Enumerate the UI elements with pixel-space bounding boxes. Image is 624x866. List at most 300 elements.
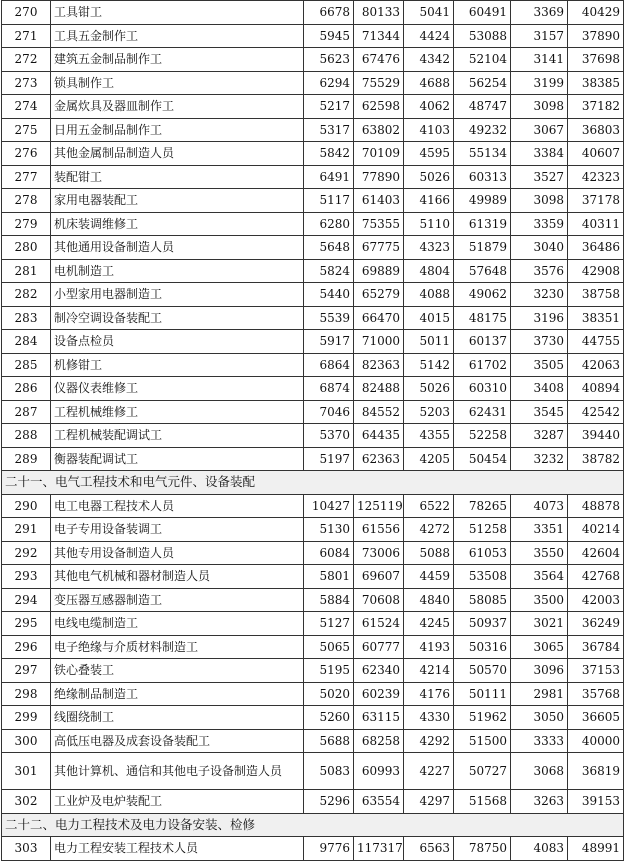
row-code: 282 — [2, 283, 51, 307]
wage-value: 3021 — [511, 612, 568, 636]
wage-value: 5296 — [304, 790, 354, 814]
wage-value: 4088 — [404, 283, 454, 307]
wage-value: 68258 — [354, 729, 404, 753]
wage-value: 40894 — [568, 377, 624, 401]
wage-value: 3040 — [511, 236, 568, 260]
wage-value: 50727 — [454, 753, 511, 790]
wage-value: 5130 — [304, 518, 354, 542]
wage-value: 60310 — [454, 377, 511, 401]
wage-value: 42542 — [568, 400, 624, 424]
row-code: 298 — [2, 682, 51, 706]
wage-value: 65279 — [354, 283, 404, 307]
wage-value: 38782 — [568, 447, 624, 471]
wage-value: 5945 — [304, 24, 354, 48]
wage-value: 5110 — [404, 212, 454, 236]
occupation-name: 家用电器装配工 — [51, 189, 304, 213]
table-row — [2, 447, 624, 471]
wage-value: 5317 — [304, 118, 354, 142]
wage-value: 38758 — [568, 283, 624, 307]
occupation-name: 电子绝缘与介质材料制造工 — [51, 635, 304, 659]
wage-value: 75355 — [354, 212, 404, 236]
wage-value: 4297 — [404, 790, 454, 814]
wage-table — [1, 0, 624, 861]
wage-value: 4292 — [404, 729, 454, 753]
wage-value: 62598 — [354, 95, 404, 119]
occupation-name: 电力工程安装工程技术人员 — [51, 837, 304, 861]
table-row — [2, 236, 624, 260]
wage-value: 3564 — [511, 565, 568, 589]
table-row — [2, 612, 624, 636]
wage-value: 5041 — [404, 1, 454, 25]
wage-value: 42768 — [568, 565, 624, 589]
wage-value: 5197 — [304, 447, 354, 471]
occupation-name: 仪器仪表维修工 — [51, 377, 304, 401]
wage-value: 35768 — [568, 682, 624, 706]
wage-value: 37698 — [568, 48, 624, 72]
wage-value: 61403 — [354, 189, 404, 213]
wage-value: 37153 — [568, 659, 624, 683]
wage-value: 5203 — [404, 400, 454, 424]
wage-value: 60239 — [354, 682, 404, 706]
wage-value: 51879 — [454, 236, 511, 260]
table-row — [2, 753, 624, 790]
wage-value: 4342 — [404, 48, 454, 72]
row-code: 275 — [2, 118, 51, 142]
wage-value: 3096 — [511, 659, 568, 683]
wage-value: 70109 — [354, 142, 404, 166]
wage-value: 67476 — [354, 48, 404, 72]
wage-value: 40214 — [568, 518, 624, 542]
wage-value: 82488 — [354, 377, 404, 401]
wage-value: 58085 — [454, 588, 511, 612]
wage-value: 40000 — [568, 729, 624, 753]
table-row — [2, 729, 624, 753]
wage-value: 51962 — [454, 706, 511, 730]
wage-value: 6874 — [304, 377, 354, 401]
occupation-name: 工程机械维修工 — [51, 400, 304, 424]
occupation-name: 其他金属制品制造人员 — [51, 142, 304, 166]
wage-value: 66470 — [354, 306, 404, 330]
wage-value: 5801 — [304, 565, 354, 589]
table-row — [2, 1, 624, 25]
occupation-name: 建筑五金制品制作工 — [51, 48, 304, 72]
wage-value: 50937 — [454, 612, 511, 636]
row-code: 276 — [2, 142, 51, 166]
wage-value: 48878 — [568, 494, 624, 518]
wage-value: 6522 — [404, 494, 454, 518]
wage-value: 3232 — [511, 447, 568, 471]
wage-value: 82363 — [354, 353, 404, 377]
row-code: 300 — [2, 729, 51, 753]
wage-value: 4840 — [404, 588, 454, 612]
row-code: 272 — [2, 48, 51, 72]
wage-value: 42323 — [568, 165, 624, 189]
table-row — [2, 165, 624, 189]
table-row — [2, 400, 624, 424]
table-row — [2, 118, 624, 142]
table-row — [2, 142, 624, 166]
wage-value: 61524 — [354, 612, 404, 636]
row-code: 274 — [2, 95, 51, 119]
wage-value: 40429 — [568, 1, 624, 25]
wage-table-body — [2, 1, 624, 861]
table-row — [2, 541, 624, 565]
occupation-name: 其他电气机械和器材制造人员 — [51, 565, 304, 589]
wage-value: 4272 — [404, 518, 454, 542]
table-row — [2, 283, 624, 307]
wage-value: 36249 — [568, 612, 624, 636]
occupation-name: 工具五金制作工 — [51, 24, 304, 48]
wage-value: 39153 — [568, 790, 624, 814]
wage-value: 60777 — [354, 635, 404, 659]
occupation-name: 其他通用设备制造人员 — [51, 236, 304, 260]
wage-value: 4176 — [404, 682, 454, 706]
wage-value: 52104 — [454, 48, 511, 72]
wage-value: 53088 — [454, 24, 511, 48]
wage-value: 69889 — [354, 259, 404, 283]
wage-value: 5623 — [304, 48, 354, 72]
row-code: 301 — [2, 753, 51, 790]
section-row — [2, 471, 624, 495]
wage-value: 5370 — [304, 424, 354, 448]
wage-value: 62363 — [354, 447, 404, 471]
wage-value: 71344 — [354, 24, 404, 48]
wage-value: 60313 — [454, 165, 511, 189]
wage-value: 56254 — [454, 71, 511, 95]
wage-value: 37890 — [568, 24, 624, 48]
wage-value: 6084 — [304, 541, 354, 565]
wage-value: 10427 — [304, 494, 354, 518]
wage-value: 4245 — [404, 612, 454, 636]
wage-value: 4193 — [404, 635, 454, 659]
row-code: 303 — [2, 837, 51, 861]
table-row — [2, 259, 624, 283]
row-code: 297 — [2, 659, 51, 683]
wage-value: 53508 — [454, 565, 511, 589]
table-row — [2, 635, 624, 659]
section-title: 二十一、电气工程技术和电气元件、设备装配 — [2, 471, 624, 495]
wage-value: 6864 — [304, 353, 354, 377]
wage-value: 3500 — [511, 588, 568, 612]
section-row — [2, 813, 624, 837]
wage-value: 49989 — [454, 189, 511, 213]
wage-value: 3157 — [511, 24, 568, 48]
wage-value: 4595 — [404, 142, 454, 166]
wage-value: 6563 — [404, 837, 454, 861]
wage-value: 4459 — [404, 565, 454, 589]
wage-value: 5824 — [304, 259, 354, 283]
wage-value: 36819 — [568, 753, 624, 790]
wage-value: 4073 — [511, 494, 568, 518]
wage-value: 3576 — [511, 259, 568, 283]
occupation-name: 锁具制作工 — [51, 71, 304, 95]
wage-value: 5440 — [304, 283, 354, 307]
wage-value: 61556 — [354, 518, 404, 542]
wage-value: 84552 — [354, 400, 404, 424]
wage-value: 63554 — [354, 790, 404, 814]
occupation-name: 工程机械装配调试工 — [51, 424, 304, 448]
row-code: 291 — [2, 518, 51, 542]
wage-value: 5026 — [404, 165, 454, 189]
wage-value: 80133 — [354, 1, 404, 25]
table-row — [2, 71, 624, 95]
wage-value: 57648 — [454, 259, 511, 283]
wage-value: 4062 — [404, 95, 454, 119]
wage-value: 42003 — [568, 588, 624, 612]
wage-value: 70608 — [354, 588, 404, 612]
wage-value: 3196 — [511, 306, 568, 330]
row-code: 271 — [2, 24, 51, 48]
row-code: 280 — [2, 236, 51, 260]
wage-value: 3199 — [511, 71, 568, 95]
wage-value: 5884 — [304, 588, 354, 612]
wage-value: 42908 — [568, 259, 624, 283]
wage-value: 6280 — [304, 212, 354, 236]
wage-value: 51500 — [454, 729, 511, 753]
wage-value: 3550 — [511, 541, 568, 565]
wage-value: 38385 — [568, 71, 624, 95]
wage-value: 78750 — [454, 837, 511, 861]
wage-value: 50111 — [454, 682, 511, 706]
wage-value: 38351 — [568, 306, 624, 330]
occupation-name: 小型家用电器制造工 — [51, 283, 304, 307]
wage-value: 36803 — [568, 118, 624, 142]
row-code: 284 — [2, 330, 51, 354]
wage-value: 36605 — [568, 706, 624, 730]
table-row — [2, 48, 624, 72]
wage-value: 36784 — [568, 635, 624, 659]
table-row — [2, 353, 624, 377]
wage-value: 73006 — [354, 541, 404, 565]
wage-value: 5142 — [404, 353, 454, 377]
occupation-name: 绝缘制品制造工 — [51, 682, 304, 706]
row-code: 292 — [2, 541, 51, 565]
wage-value: 9776 — [304, 837, 354, 861]
wage-value: 51258 — [454, 518, 511, 542]
wage-value: 4227 — [404, 753, 454, 790]
row-code: 295 — [2, 612, 51, 636]
wage-value: 4214 — [404, 659, 454, 683]
wage-value: 4330 — [404, 706, 454, 730]
table-row — [2, 659, 624, 683]
table-row — [2, 377, 624, 401]
wage-value: 44755 — [568, 330, 624, 354]
wage-value: 62431 — [454, 400, 511, 424]
occupation-name: 工具钳工 — [51, 1, 304, 25]
occupation-name: 机修钳工 — [51, 353, 304, 377]
wage-value: 78265 — [454, 494, 511, 518]
wage-value: 63802 — [354, 118, 404, 142]
table-row — [2, 212, 624, 236]
table-row — [2, 306, 624, 330]
row-code: 279 — [2, 212, 51, 236]
wage-value: 77890 — [354, 165, 404, 189]
row-code: 287 — [2, 400, 51, 424]
wage-value: 64435 — [354, 424, 404, 448]
wage-value: 42604 — [568, 541, 624, 565]
wage-value: 5688 — [304, 729, 354, 753]
wage-value: 52258 — [454, 424, 511, 448]
occupation-name: 工业炉及电炉装配工 — [51, 790, 304, 814]
wage-value: 6678 — [304, 1, 354, 25]
table-row — [2, 790, 624, 814]
row-code: 286 — [2, 377, 51, 401]
wage-value: 3369 — [511, 1, 568, 25]
occupation-name: 电线电缆制造工 — [51, 612, 304, 636]
wage-value: 4083 — [511, 837, 568, 861]
wage-value: 67775 — [354, 236, 404, 260]
row-code: 273 — [2, 71, 51, 95]
wage-value: 55134 — [454, 142, 511, 166]
occupation-name: 电机制造工 — [51, 259, 304, 283]
wage-value: 5011 — [404, 330, 454, 354]
wage-value: 5065 — [304, 635, 354, 659]
table-row — [2, 189, 624, 213]
row-code: 277 — [2, 165, 51, 189]
wage-value: 5020 — [304, 682, 354, 706]
occupation-name: 设备点检员 — [51, 330, 304, 354]
table-row — [2, 494, 624, 518]
occupation-name: 高低压电器及成套设备装配工 — [51, 729, 304, 753]
wage-value: 7046 — [304, 400, 354, 424]
occupation-name: 衡器装配调试工 — [51, 447, 304, 471]
row-code: 289 — [2, 447, 51, 471]
row-code: 299 — [2, 706, 51, 730]
wage-value: 5088 — [404, 541, 454, 565]
wage-value: 3527 — [511, 165, 568, 189]
wage-value: 4355 — [404, 424, 454, 448]
wage-value: 5260 — [304, 706, 354, 730]
wage-value: 3408 — [511, 377, 568, 401]
wage-value: 5117 — [304, 189, 354, 213]
wage-value: 71000 — [354, 330, 404, 354]
wage-value: 6491 — [304, 165, 354, 189]
table-row — [2, 330, 624, 354]
table-row — [2, 682, 624, 706]
wage-value: 3287 — [511, 424, 568, 448]
occupation-name: 铁心叠装工 — [51, 659, 304, 683]
wage-value: 42063 — [568, 353, 624, 377]
occupation-name: 其他计算机、通信和其他电子设备制造人员 — [51, 753, 304, 790]
wage-value: 48991 — [568, 837, 624, 861]
table-row — [2, 565, 624, 589]
wage-value: 5539 — [304, 306, 354, 330]
row-code: 288 — [2, 424, 51, 448]
wage-value: 2981 — [511, 682, 568, 706]
table-row — [2, 24, 624, 48]
wage-value: 60993 — [354, 753, 404, 790]
table-row — [2, 588, 624, 612]
occupation-name: 电子专用设备装调工 — [51, 518, 304, 542]
table-row — [2, 706, 624, 730]
wage-value: 50570 — [454, 659, 511, 683]
wage-value: 3067 — [511, 118, 568, 142]
wage-value: 48747 — [454, 95, 511, 119]
row-code: 278 — [2, 189, 51, 213]
wage-value: 69607 — [354, 565, 404, 589]
wage-value: 60491 — [454, 1, 511, 25]
wage-value: 61702 — [454, 353, 511, 377]
occupation-name: 日用五金制品制作工 — [51, 118, 304, 142]
wage-value: 37178 — [568, 189, 624, 213]
row-code: 290 — [2, 494, 51, 518]
wage-value: 6294 — [304, 71, 354, 95]
wage-value: 4166 — [404, 189, 454, 213]
wage-value: 51568 — [454, 790, 511, 814]
wage-value: 49062 — [454, 283, 511, 307]
row-code: 270 — [2, 1, 51, 25]
wage-value: 5083 — [304, 753, 354, 790]
wage-value: 125119 — [354, 494, 404, 518]
wage-value: 62340 — [354, 659, 404, 683]
table-row — [2, 424, 624, 448]
occupation-name: 线圈绕制工 — [51, 706, 304, 730]
wage-value: 48175 — [454, 306, 511, 330]
occupation-name: 其他专用设备制造人员 — [51, 541, 304, 565]
wage-value: 75529 — [354, 71, 404, 95]
wage-value: 3505 — [511, 353, 568, 377]
wage-value: 4015 — [404, 306, 454, 330]
wage-value: 5127 — [304, 612, 354, 636]
wage-value: 3065 — [511, 635, 568, 659]
table-row — [2, 95, 624, 119]
wage-value: 5195 — [304, 659, 354, 683]
occupation-name: 制冷空调设备装配工 — [51, 306, 304, 330]
wage-value: 50454 — [454, 447, 511, 471]
table-row — [2, 837, 624, 861]
wage-value: 3141 — [511, 48, 568, 72]
wage-value: 37182 — [568, 95, 624, 119]
row-code: 281 — [2, 259, 51, 283]
wage-value: 4205 — [404, 447, 454, 471]
wage-value: 40311 — [568, 212, 624, 236]
occupation-name: 电工电器工程技术人员 — [51, 494, 304, 518]
wage-value: 61319 — [454, 212, 511, 236]
wage-value: 4103 — [404, 118, 454, 142]
wage-value: 3333 — [511, 729, 568, 753]
wage-value: 3230 — [511, 283, 568, 307]
occupation-name: 装配钳工 — [51, 165, 304, 189]
wage-value: 40607 — [568, 142, 624, 166]
wage-value: 3351 — [511, 518, 568, 542]
table-row — [2, 518, 624, 542]
row-code: 302 — [2, 790, 51, 814]
wage-value: 4804 — [404, 259, 454, 283]
section-title: 二十二、电力工程技术及电力设备安装、检修 — [2, 813, 624, 837]
wage-value: 3068 — [511, 753, 568, 790]
occupation-name: 机床装调维修工 — [51, 212, 304, 236]
row-code: 294 — [2, 588, 51, 612]
wage-value: 39440 — [568, 424, 624, 448]
wage-value: 3263 — [511, 790, 568, 814]
wage-value: 61053 — [454, 541, 511, 565]
wage-value: 5917 — [304, 330, 354, 354]
wage-value: 63115 — [354, 706, 404, 730]
wage-value: 5648 — [304, 236, 354, 260]
wage-value: 5026 — [404, 377, 454, 401]
wage-value: 117317 — [354, 837, 404, 861]
wage-value: 3545 — [511, 400, 568, 424]
wage-value: 3050 — [511, 706, 568, 730]
row-code: 283 — [2, 306, 51, 330]
wage-value: 4688 — [404, 71, 454, 95]
row-code: 285 — [2, 353, 51, 377]
wage-value: 49232 — [454, 118, 511, 142]
wage-value: 4323 — [404, 236, 454, 260]
wage-value: 3098 — [511, 95, 568, 119]
wage-value: 5842 — [304, 142, 354, 166]
wage-value: 4424 — [404, 24, 454, 48]
